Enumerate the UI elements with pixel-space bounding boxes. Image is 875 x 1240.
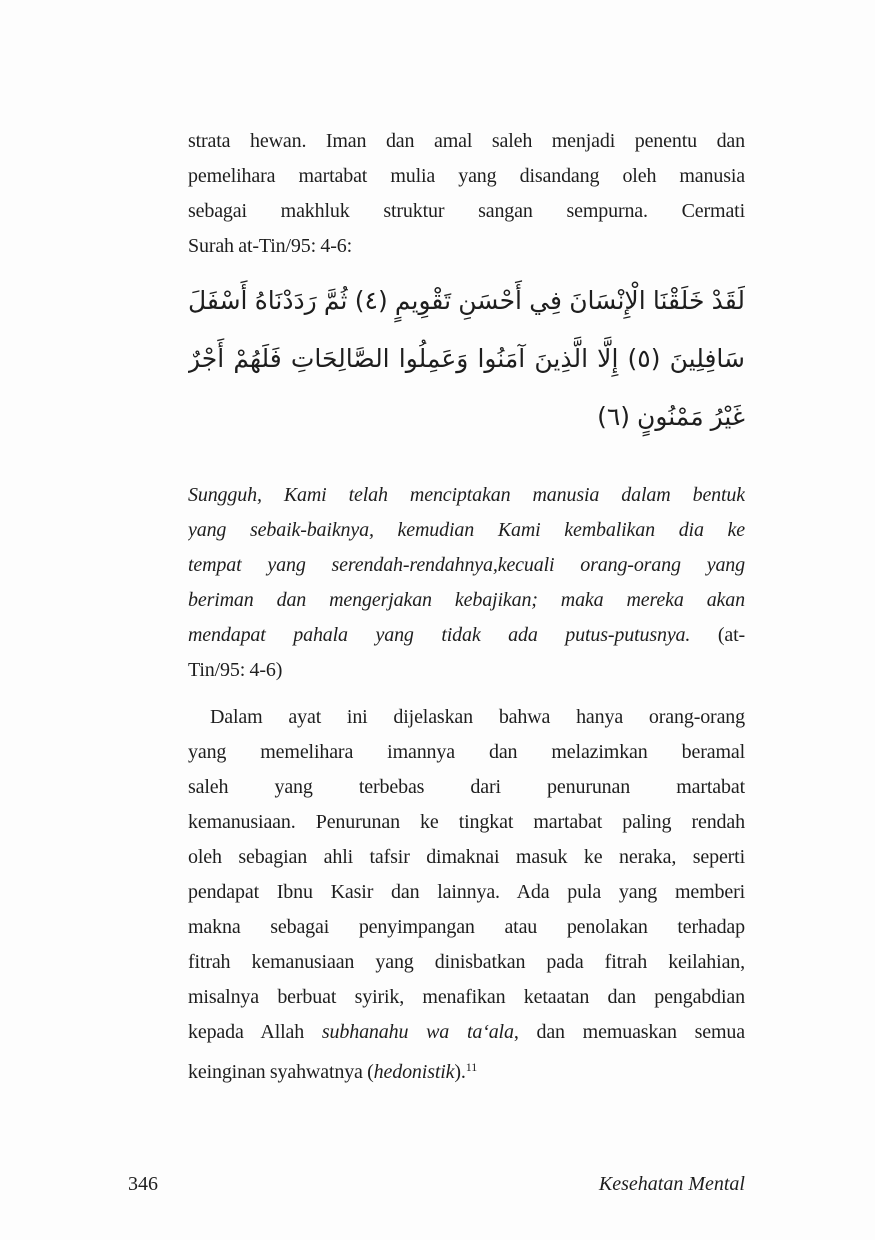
text-segment: hedonistik	[373, 1061, 455, 1083]
text-line	[188, 618, 745, 653]
text-line: fitrah kemanusiaan yang dinisbatkan pada fitrah keilahian,	[188, 951, 745, 973]
text-line: pendapat Ibnu Kasir dan lainnya. Ada pula yang memberi	[188, 881, 745, 903]
text-line: سَافِلِينَ (٥) إِلَّا الَّذِينَ آمَنُوا وَعَمِلُوا الصَّالِحَاتِ فَلَهُمْ أَجْرٌ	[188, 344, 745, 373]
text-line: strata hewan. Iman dan amal saleh menjadi penentu dan	[188, 130, 745, 152]
text-line: Sungguh, Kami telah menciptakan manusia dalam bentuk	[188, 484, 745, 506]
text-line: Surah at-Tin/95: 4-6:	[188, 235, 353, 257]
text-line: misalnya berbuat syirik, menafikan ketaatan dan pengabdian	[188, 986, 745, 1008]
text-line: yang memelihara imannya dan melazimkan beramal	[188, 741, 745, 763]
page-number: 346	[128, 1173, 158, 1195]
text-line	[188, 1015, 745, 1050]
quran-verse-arabic	[188, 272, 745, 446]
text-segment: ).	[454, 1061, 466, 1083]
text-line: makna sebagai penyimpangan atau penolakan terhadap	[188, 916, 745, 938]
verse-translation	[188, 478, 745, 688]
paragraph-intro	[188, 124, 745, 264]
text-line: kemanusiaan. Penurunan ke tingkat martabat paling rendah	[188, 811, 745, 833]
text-line: Dalam ayat ini dijelaskan bahwa hanya orang-orang	[210, 706, 745, 728]
text-line: غَيْرُ مَمْنُونٍ (٦)	[597, 402, 745, 431]
running-title: Kesehatan Mental	[598, 1173, 745, 1195]
text-segment: , dan memuaskan semua	[513, 1021, 745, 1043]
paragraph-commentary	[188, 700, 745, 1085]
text-segment: 11	[465, 1060, 478, 1074]
page-footer	[0, 1170, 875, 1200]
text-line: oleh sebagian ahli tafsir dimaknai masuk ke neraka, seperti	[188, 846, 745, 868]
text-line: yang sebaik-baiknya, kemudian Kami kembalikan dia ke	[188, 519, 745, 541]
text-line: لَقَدْ خَلَقْنَا الْإِنْسَانَ فِي أَحْسَنِ تَقْوِيمٍ (٤) ثُمَّ رَدَدْنَاهُ أَسْفَلَ	[188, 286, 745, 315]
text-line	[188, 653, 745, 688]
text-line: sebagai makhluk struktur sangan sempurna. Cermati	[188, 200, 745, 222]
text-segment: subhanahu wa ta‘ala	[321, 1021, 514, 1043]
text-line	[188, 1050, 745, 1085]
text-segment: (at-	[717, 624, 745, 646]
text-line: pemelihara martabat mulia yang disandang oleh manusia	[188, 165, 745, 187]
text-line: beriman dan mengerjakan kebajikan; maka mereka akan	[188, 589, 745, 611]
text-segment	[690, 624, 718, 646]
text-segment: mendapat pahala yang tidak ada putus-putusnya.	[188, 624, 691, 646]
text-segment: kepada Allah	[188, 1021, 322, 1043]
text-line: saleh yang terbebas dari penurunan martabat	[188, 776, 745, 798]
text-line: tempat yang serendah-rendahnya,kecuali orang-orang yang	[188, 554, 745, 576]
text-segment: Tin/95: 4-6)	[188, 659, 283, 681]
text-segment: keinginan syahwatnya (	[188, 1061, 374, 1083]
